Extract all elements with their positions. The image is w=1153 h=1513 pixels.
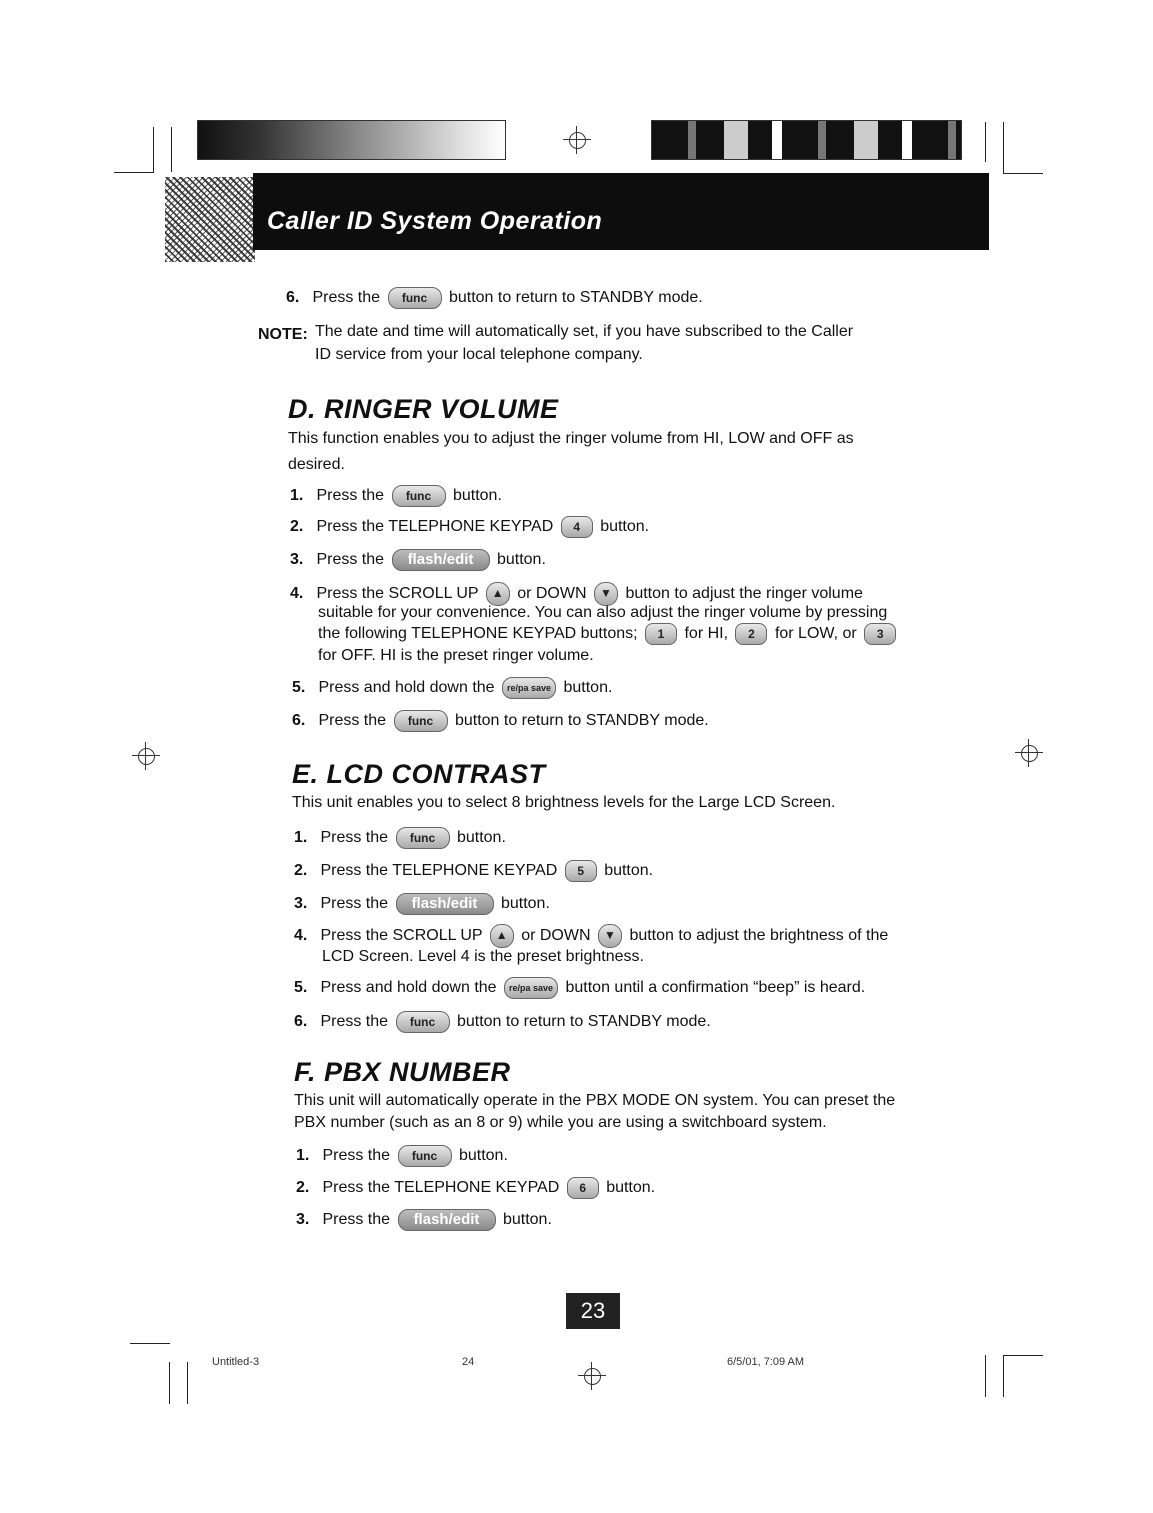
keypad-2-icon: 2 [735,623,767,645]
section-heading: E. LCD CONTRAST [292,759,546,789]
list-item-continued: the following TELEPHONE KEYPAD buttons; 1 for HI, 2 for LOW, or 3 [318,623,899,645]
list-item: 3. Press the flash/edit button. [294,893,550,915]
section-description: This unit enables you to select 8 brightness levels for the Large LCD Screen. [292,794,836,811]
page-number: 23 [566,1293,620,1329]
footer-sheet-number: 24 [462,1356,475,1368]
keypad-4-icon: 4 [561,516,593,538]
crop-mark [985,1355,986,1397]
list-item: 2. Press the TELEPHONE KEYPAD 6 button. [296,1177,655,1199]
list-item: 4. Press the SCROLL UP ▲ or DOWN ▼ button to adjust the brightness of the [294,924,888,948]
flash-edit-button-icon: flash/edit [392,549,490,571]
list-item: 3. Press the flash/edit button. [296,1209,552,1231]
section-heading: D. RINGER VOLUME [288,394,559,424]
registration-crosshair-icon [578,1362,606,1390]
footer-filename: Untitled-3 [212,1356,260,1368]
func-button-icon: func [394,710,448,732]
registration-crosshair-icon [563,126,591,154]
page-title: Caller ID System Operation [267,207,603,235]
list-item: 1. Press the func button. [294,827,506,849]
keypad-6-icon: 6 [567,1177,599,1199]
scroll-up-icon: ▲ [490,924,514,948]
list-item: 2. Press the TELEPHONE KEYPAD 5 button. [294,860,653,882]
list-item: 2. Press the TELEPHONE KEYPAD 4 button. [290,516,649,538]
registration-strip-right [651,120,962,160]
crop-mark [114,172,154,173]
list-item: 3. Press the flash/edit button. [290,549,546,571]
list-item: 5. Press and hold down the re/pa save button. [292,677,612,699]
func-button-icon: func [392,485,446,507]
section-description: This unit will automatically operate in the PBX MODE ON system. You can preset the [294,1092,896,1109]
func-button-icon: func [396,1011,450,1033]
list-item: 6. Press the func button to return to STANDBY mode. [292,710,709,732]
redial-pause-save-button-icon: re/pa save [502,677,556,699]
crop-mark [130,1343,170,1344]
crop-mark [1003,1355,1043,1356]
crop-mark [171,127,172,172]
list-item: 5. Press and hold down the re/pa save button until a confirmation “beep” is heard. [294,977,865,999]
scroll-up-icon: ▲ [486,582,510,606]
func-button-icon: func [398,1145,452,1167]
scroll-down-icon: ▼ [594,582,618,606]
func-button-icon: func [396,827,450,849]
flash-edit-button-icon: flash/edit [398,1209,496,1231]
list-item: 6. Press the func button to return to STANDBY mode. [294,1011,711,1033]
registration-crosshair-icon [132,742,160,770]
section-description: This function enables you to adjust the ringer volume from HI, LOW and OFF as [288,430,854,447]
list-item: 1. Press the func button. [290,485,502,507]
list-item: 1. Press the func button. [296,1145,508,1167]
list-item-continued: LCD Screen. Level 4 is the preset brightness. [322,948,644,965]
section-heading: F. PBX NUMBER [294,1057,511,1087]
keypad-5-icon: 5 [565,860,597,882]
crop-mark [187,1362,188,1404]
redial-pause-save-button-icon: re/pa save [504,977,558,999]
crop-mark [1003,122,1004,174]
crop-mark [1003,1355,1004,1397]
header-bar [253,173,989,250]
note-text: The date and time will automatically set, if you have subscribed to the Caller [315,323,854,340]
func-button-icon: func [388,287,442,309]
list-item-continued: for OFF. HI is the preset ringer volume. [318,647,594,664]
registration-crosshair-icon [1015,739,1043,767]
list-item: 6. Press the func button to return to STANDBY mode. [286,287,703,309]
list-item-continued: suitable for your convenience. You can also adjust the ringer volume by pressing [318,604,888,621]
scroll-down-icon: ▼ [598,924,622,948]
section-description: desired. [288,456,345,473]
header-pattern [165,177,255,262]
note-label: NOTE: [258,326,308,343]
note-text: ID service from your local telephone company. [315,346,643,363]
registration-strip-left [197,120,506,160]
keypad-1-icon: 1 [645,623,677,645]
crop-mark [985,122,986,162]
footer-timestamp: 6/5/01, 7:09 AM [727,1356,805,1368]
list-item: 4. Press the SCROLL UP ▲ or DOWN ▼ button to adjust the ringer volume [290,582,863,606]
crop-mark [153,127,154,172]
keypad-3-icon: 3 [864,623,896,645]
crop-mark [1003,173,1043,174]
section-description: PBX number (such as an 8 or 9) while you are using a switchboard system. [294,1114,827,1131]
crop-mark [169,1362,170,1404]
flash-edit-button-icon: flash/edit [396,893,494,915]
